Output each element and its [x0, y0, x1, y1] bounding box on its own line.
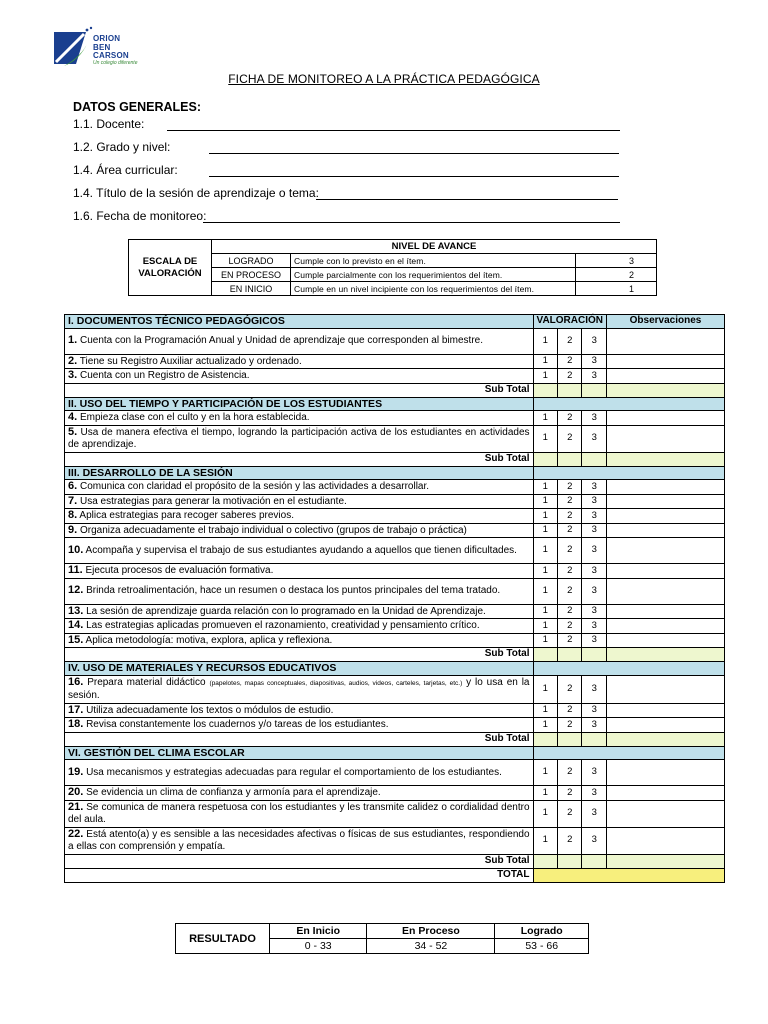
scale-value: 1	[576, 282, 657, 296]
observation-cell[interactable]	[607, 578, 725, 604]
item-text: Tiene su Registro Auxiliar actualizado y ordenado.	[79, 355, 302, 367]
rating-2[interactable]: 2	[558, 633, 582, 648]
table-row	[65, 354, 725, 369]
rating-1[interactable]: 1	[533, 425, 557, 452]
rating-1[interactable]: 1	[533, 633, 557, 648]
table-row	[65, 425, 725, 452]
field-docente: 1.1. Docente:	[73, 117, 144, 131]
rating-3[interactable]: 3	[582, 425, 607, 452]
rating-1[interactable]: 1	[533, 703, 557, 718]
item-text: Ejecuta procesos de evaluación formativa.	[85, 565, 274, 576]
rating-2[interactable]: 2	[558, 604, 582, 619]
rating-2[interactable]: 2	[558, 538, 582, 564]
rating-1[interactable]: 1	[533, 369, 557, 384]
observation-cell[interactable]	[607, 425, 725, 452]
item-cell	[65, 675, 534, 703]
item-text-tail: y lo usa en la sesión.	[68, 676, 530, 701]
section-header-row	[65, 397, 725, 411]
rating-2[interactable]: 2	[558, 800, 582, 827]
subtotal-row	[65, 732, 725, 746]
item-text: Usa estrategias para generar la motivación en el estudiante.	[79, 495, 347, 507]
item-text: Prepara material didáctico	[87, 676, 206, 688]
table-row	[65, 564, 725, 579]
subtotal-label: Sub Total	[65, 383, 534, 397]
item-cell	[65, 786, 534, 801]
field-line[interactable]	[316, 199, 618, 200]
subtotal-cell[interactable]	[607, 648, 725, 662]
item-text: Aplica estrategias para recoger saberes previos.	[79, 510, 294, 521]
subtotal-cell[interactable]	[582, 452, 607, 466]
section-header-row	[65, 315, 725, 329]
item-cell	[65, 703, 534, 718]
field-titulo-sesion: 1.4. Título de la sesión de aprendizaje o tema:	[73, 186, 319, 200]
item-text: Está atento(a) y es sensible a las necesidades afectivas o físicas de sus estudiantes, respondiendo a ellas con comprensión y empatía.	[68, 828, 530, 852]
subtotal-cell[interactable]	[607, 452, 725, 466]
item-number: 14.	[68, 619, 84, 631]
observation-cell[interactable]	[607, 328, 725, 354]
field-line[interactable]	[209, 153, 619, 154]
item-cell	[65, 578, 534, 604]
item-number: 9.	[68, 523, 78, 536]
subtotal-row	[65, 452, 725, 466]
rating-3[interactable]: 3	[582, 827, 607, 854]
item-cell	[65, 564, 534, 579]
subtotal-cell[interactable]	[582, 383, 607, 397]
observation-cell[interactable]	[607, 619, 725, 634]
section-header-row	[65, 746, 725, 760]
table-row	[65, 675, 725, 703]
scale-value: 3	[576, 254, 657, 268]
item-number: 7.	[68, 494, 78, 507]
observation-cell[interactable]	[607, 509, 725, 524]
scale-table	[128, 239, 657, 296]
observation-cell[interactable]	[607, 369, 725, 384]
field-fecha-monitoreo: 1.6. Fecha de monitoreo:	[73, 209, 206, 223]
rating-3[interactable]: 3	[582, 411, 607, 426]
total-label: TOTAL	[65, 868, 534, 882]
item-cell	[65, 827, 534, 854]
table-row	[65, 760, 725, 786]
rating-1[interactable]: 1	[533, 509, 557, 524]
result-range: 0 - 33	[270, 939, 367, 954]
rating-1[interactable]: 1	[533, 800, 557, 827]
rating-1[interactable]: 1	[533, 564, 557, 579]
rating-1[interactable]: 1	[533, 675, 557, 703]
rating-1[interactable]: 1	[533, 578, 557, 604]
result-col-name: Logrado	[495, 924, 589, 939]
observation-cell[interactable]	[607, 675, 725, 703]
section-title-fill	[533, 746, 724, 760]
table-row	[65, 411, 725, 426]
table-row	[65, 619, 725, 634]
observation-cell[interactable]	[607, 494, 725, 509]
item-cell	[65, 354, 534, 369]
result-col-name: En Proceso	[367, 924, 495, 939]
item-cell	[65, 494, 534, 509]
rating-2[interactable]: 2	[558, 827, 582, 854]
item-cell	[65, 523, 534, 538]
subtotal-cell[interactable]	[533, 452, 557, 466]
table-row	[65, 494, 725, 509]
rating-3[interactable]: 3	[582, 604, 607, 619]
subtotal-cell[interactable]	[533, 383, 557, 397]
observation-cell[interactable]	[607, 718, 725, 733]
rating-3[interactable]: 3	[582, 328, 607, 354]
rating-3[interactable]: 3	[582, 760, 607, 786]
observation-cell[interactable]	[607, 604, 725, 619]
rating-3[interactable]: 3	[582, 509, 607, 524]
rating-2[interactable]: 2	[558, 369, 582, 384]
item-text: Organiza adecuadamente el trabajo individual o colectivo (grupos de trabajo o práctica)	[79, 524, 467, 536]
section-title-fill	[533, 466, 724, 480]
item-cell	[65, 538, 534, 564]
subtotal-cell[interactable]	[582, 648, 607, 662]
datos-generales-heading: DATOS GENERALES:	[73, 100, 202, 114]
section-title: III. DESARROLLO DE LA SESIÓN	[65, 466, 534, 480]
item-number: 1.	[68, 334, 78, 347]
observation-cell[interactable]	[607, 564, 725, 579]
evaluation-table	[64, 314, 725, 883]
item-number: 6.	[68, 480, 78, 492]
observation-cell[interactable]	[607, 633, 725, 648]
table-row	[65, 633, 725, 648]
total-row	[65, 868, 725, 882]
item-number: 3.	[68, 369, 78, 381]
rating-1[interactable]: 1	[533, 718, 557, 733]
rating-3[interactable]: 3	[582, 675, 607, 703]
rating-2[interactable]: 2	[558, 760, 582, 786]
rating-3[interactable]: 3	[582, 480, 607, 495]
subtotal-row	[65, 383, 725, 397]
item-number: 19.	[68, 765, 84, 778]
table-row	[65, 523, 725, 538]
item-number: 18.	[68, 718, 84, 730]
field-line[interactable]	[209, 176, 619, 177]
table-row	[65, 718, 725, 733]
rating-1[interactable]: 1	[533, 538, 557, 564]
rating-3[interactable]: 3	[582, 354, 607, 369]
table-row	[65, 827, 725, 854]
item-number: 2.	[68, 354, 78, 367]
section-title-fill	[533, 397, 724, 411]
observation-cell[interactable]	[607, 703, 725, 718]
observation-cell[interactable]	[607, 480, 725, 495]
item-text: Utiliza adecuadamente los textos o módulos de estudio.	[86, 704, 334, 716]
table-row	[65, 703, 725, 718]
rating-1[interactable]: 1	[533, 604, 557, 619]
rating-3[interactable]: 3	[582, 523, 607, 538]
table-row	[65, 786, 725, 801]
rating-1[interactable]: 1	[533, 760, 557, 786]
section-title: VI. GESTIÓN DEL CLIMA ESCOLAR	[65, 746, 534, 760]
subtotal-cell[interactable]	[607, 854, 725, 868]
scale-level: EN PROCESO	[212, 268, 291, 282]
scale-desc: Cumple parcialmente con los requerimientos del ítem.	[291, 268, 576, 282]
rating-1[interactable]: 1	[533, 523, 557, 538]
rating-1[interactable]: 1	[533, 354, 557, 369]
section-title-fill	[533, 662, 724, 676]
rating-1[interactable]: 1	[533, 411, 557, 426]
rating-3[interactable]: 3	[582, 538, 607, 564]
item-note: (papelotes, mapas conceptuales, diapositivas, audios, videos, carteles, tarjetas, etc.)	[209, 679, 463, 687]
item-text: Comunica con claridad el propósito de la sesión y las actividades a desarrollar.	[79, 481, 430, 492]
subtotal-cell[interactable]	[533, 732, 557, 746]
subtotal-label: Sub Total	[65, 854, 534, 868]
observaciones-header: Observaciones	[607, 315, 725, 329]
subtotal-cell[interactable]	[558, 732, 582, 746]
table-row	[65, 578, 725, 604]
rating-3[interactable]: 3	[582, 578, 607, 604]
section-title: I. DOCUMENTOS TÉCNICO PEDAGÓGICOS	[65, 315, 534, 329]
item-cell	[65, 760, 534, 786]
subtotal-label: Sub Total	[65, 648, 534, 662]
item-text: Cuenta con un Registro de Asistencia.	[79, 370, 250, 381]
item-cell	[65, 509, 534, 524]
rating-3[interactable]: 3	[582, 633, 607, 648]
item-number: 5.	[68, 425, 78, 438]
item-number: 10.	[68, 543, 84, 556]
subtotal-cell[interactable]	[558, 452, 582, 466]
rating-2[interactable]: 2	[558, 675, 582, 703]
observation-cell[interactable]	[607, 411, 725, 426]
rating-1[interactable]: 1	[533, 328, 557, 354]
subtotal-cell[interactable]	[558, 383, 582, 397]
item-number: 22.	[68, 827, 84, 840]
item-number: 11.	[68, 564, 83, 576]
field-area-curricular: 1.4. Área curricular:	[73, 163, 178, 177]
rating-1[interactable]: 1	[533, 827, 557, 854]
observation-cell[interactable]	[607, 827, 725, 854]
item-cell	[65, 718, 534, 733]
result-label: RESULTADO	[176, 924, 270, 954]
item-text: Empieza clase con el culto y en la hora establecida.	[79, 412, 310, 423]
observation-cell[interactable]	[607, 800, 725, 827]
result-col-name: En Inicio	[270, 924, 367, 939]
table-row	[65, 604, 725, 619]
result-table	[175, 923, 589, 954]
observation-cell[interactable]	[607, 786, 725, 801]
item-number: 15.	[68, 633, 84, 646]
table-row	[65, 800, 725, 827]
rating-2[interactable]: 2	[558, 619, 582, 634]
subtotal-cell[interactable]	[533, 648, 557, 662]
item-number: 12.	[68, 584, 84, 597]
rating-3[interactable]: 3	[582, 369, 607, 384]
rating-3[interactable]: 3	[582, 564, 607, 579]
rating-2[interactable]: 2	[558, 509, 582, 524]
scale-value: 2	[576, 268, 657, 282]
item-cell	[65, 633, 534, 648]
item-text: La sesión de aprendizaje guarda relación con lo programado en la Unidad de Aprendizaje.	[86, 605, 486, 617]
subtotal-cell[interactable]	[607, 383, 725, 397]
subtotal-cell[interactable]	[558, 854, 582, 868]
item-number: 4.	[68, 411, 78, 423]
item-text: Aplica metodología: motiva, explora, aplica y reflexiona.	[85, 634, 333, 646]
rating-2[interactable]: 2	[558, 718, 582, 733]
table-row	[65, 538, 725, 564]
rating-2[interactable]: 2	[558, 523, 582, 538]
item-cell	[65, 619, 534, 634]
rating-2[interactable]: 2	[558, 564, 582, 579]
scale-label: ESCALA DE VALORACIÓN	[129, 240, 212, 296]
total-cell[interactable]	[533, 868, 724, 882]
subtotal-cell[interactable]	[533, 854, 557, 868]
item-cell	[65, 328, 534, 354]
table-row	[65, 480, 725, 495]
observation-cell[interactable]	[607, 354, 725, 369]
rating-3[interactable]: 3	[582, 800, 607, 827]
field-line[interactable]	[203, 222, 620, 223]
item-text: Se evidencia un clima de confianza y armonía para el aprendizaje.	[86, 787, 381, 798]
logo-tagline: Un colegio diferente	[93, 60, 138, 66]
rating-2[interactable]: 2	[558, 425, 582, 452]
item-number: 13.	[68, 604, 84, 617]
rating-2[interactable]: 2	[558, 786, 582, 801]
item-text: Usa de manera efectiva el tiempo, logrando la participación activa de los estudiantes en actividades de aprendizaje.	[68, 426, 530, 450]
rating-3[interactable]: 3	[582, 619, 607, 634]
section-title: IV. USO DE MATERIALES Y RECURSOS EDUCATIVOS	[65, 662, 534, 676]
subtotal-cell[interactable]	[558, 648, 582, 662]
subtotal-row	[65, 854, 725, 868]
item-text: Brinda retroalimentación, hace un resumen o destaca los puntos principales del tema tratado.	[86, 585, 501, 597]
item-cell	[65, 604, 534, 619]
rating-2[interactable]: 2	[558, 494, 582, 509]
observation-cell[interactable]	[607, 523, 725, 538]
item-number: 20.	[68, 786, 84, 798]
subtotal-cell[interactable]	[607, 732, 725, 746]
page-title: FICHA DE MONITOREO A LA PRÁCTICA PEDAGÓGICA	[228, 72, 540, 86]
rating-3[interactable]: 3	[582, 718, 607, 733]
subtotal-label: Sub Total	[65, 452, 534, 466]
rating-2[interactable]: 2	[558, 328, 582, 354]
logo-wordmark: ORION BEN CARSON	[93, 34, 129, 60]
item-text: Las estrategias aplicadas promueven el razonamiento, creatividad y pensamiento crítico.	[86, 620, 480, 631]
rating-2[interactable]: 2	[558, 578, 582, 604]
item-cell	[65, 425, 534, 452]
item-text: Acompaña y supervisa el trabajo de sus estudiantes ayudando a aquellos que tienen dificultades.	[85, 544, 517, 556]
rating-2[interactable]: 2	[558, 411, 582, 426]
result-range: 34 - 52	[367, 939, 495, 954]
item-number: 16.	[68, 675, 84, 688]
item-text: Se comunica de manera respetuosa con los estudiantes y les transmite calidez o cordialidad dentro del aula.	[68, 801, 530, 825]
subtotal-row	[65, 648, 725, 662]
item-cell	[65, 800, 534, 827]
scale-desc: Cumple con lo previsto en el ítem.	[291, 254, 576, 268]
field-grado-nivel: 1.2. Grado y nivel:	[73, 140, 170, 154]
rating-1[interactable]: 1	[533, 480, 557, 495]
subtotal-cell[interactable]	[582, 732, 607, 746]
rating-2[interactable]: 2	[558, 703, 582, 718]
subtotal-label: Sub Total	[65, 732, 534, 746]
scale-desc: Cumple en un nivel incipiente con los requerimientos del ítem.	[291, 282, 576, 296]
item-cell	[65, 369, 534, 384]
item-text: Usa mecanismos y estrategias adecuadas para regular el comportamiento de los estudiantes.	[86, 766, 502, 778]
item-number: 8.	[68, 509, 78, 521]
item-text: Cuenta con la Programación Anual y Unidad de aprendizaje que corresponden al bimestre.	[79, 335, 483, 347]
rating-1[interactable]: 1	[533, 619, 557, 634]
result-range: 53 - 66	[495, 939, 589, 954]
table-row	[65, 328, 725, 354]
scale-level: EN INICIO	[212, 282, 291, 296]
observation-cell[interactable]	[607, 760, 725, 786]
item-number: 17.	[68, 703, 84, 716]
item-text: Revisa constantemente los cuadernos y/o tareas de los estudiantes.	[86, 719, 389, 730]
rating-1[interactable]: 1	[533, 494, 557, 509]
field-line[interactable]	[167, 130, 620, 131]
subtotal-cell[interactable]	[582, 854, 607, 868]
section-title: II. USO DEL TIEMPO Y PARTICIPACIÓN DE LOS ESTUDIANTES	[65, 397, 534, 411]
rating-1[interactable]: 1	[533, 786, 557, 801]
table-row	[65, 369, 725, 384]
rating-2[interactable]: 2	[558, 480, 582, 495]
section-header-row	[65, 662, 725, 676]
scale-header: NIVEL DE AVANCE	[212, 240, 657, 254]
item-number: 21.	[68, 800, 84, 813]
observation-cell[interactable]	[607, 538, 725, 564]
rating-2[interactable]: 2	[558, 354, 582, 369]
scale-level: LOGRADO	[212, 254, 291, 268]
section-header-row	[65, 466, 725, 480]
rating-3[interactable]: 3	[582, 494, 607, 509]
table-row	[65, 509, 725, 524]
rating-3[interactable]: 3	[582, 786, 607, 801]
item-cell	[65, 411, 534, 426]
rating-3[interactable]: 3	[582, 703, 607, 718]
valoracion-header: VALORACIÓN	[533, 315, 606, 329]
item-cell	[65, 480, 534, 495]
